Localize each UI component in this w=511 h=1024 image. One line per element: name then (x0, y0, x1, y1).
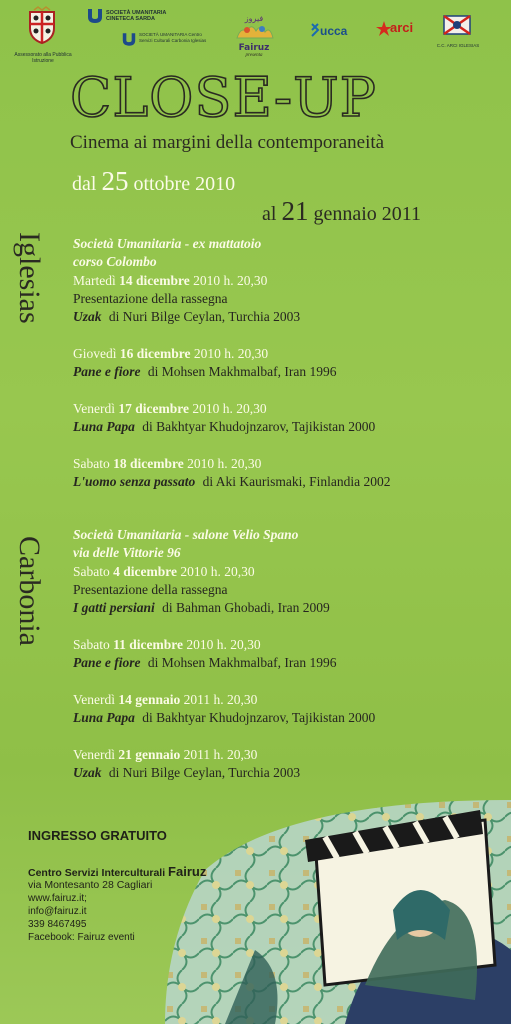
free-entry-label: INGRESSO GRATUITO (28, 828, 167, 843)
film-credit: di Nuri Bilge Ceylan, Turchia 2003 (105, 309, 301, 324)
venue-address: via delle Vittorie 96 (73, 545, 181, 560)
page-title: CLOSE-UP (70, 66, 377, 129)
ucca-text: ucca (320, 24, 348, 38)
event-film (73, 709, 375, 727)
film-title: Pane e fiore (73, 655, 141, 670)
film-credit: di Mohsen Makhmalbaf, Iran 1996 (144, 655, 337, 670)
venue-name: Società Umanitaria - ex mattatoio (73, 236, 262, 251)
website-link[interactable]: www.fairuz.it; (28, 893, 87, 904)
venue-name: Società Umanitaria - salone Velio Spano (73, 527, 299, 542)
event-item (73, 691, 375, 727)
event-date (73, 692, 257, 707)
film-credit: di Aki Kaurismaki, Finlandia 2002 (199, 474, 391, 489)
arci-logo (376, 18, 416, 45)
regione-crest-icon (22, 6, 62, 46)
venue-address: corso Colombo (73, 254, 157, 269)
event-item (73, 563, 330, 617)
event-date (73, 637, 261, 652)
organizer-line (28, 864, 206, 879)
city-label-carbonia: Carbonia (13, 536, 46, 646)
film-title: Uzak (73, 309, 102, 324)
date-to (262, 196, 421, 227)
event-film (73, 599, 330, 617)
event-date (73, 346, 268, 361)
organizer-prefix: Centro Servizi Interculturali (28, 867, 169, 879)
event-date (73, 747, 257, 762)
event-weekday: Giovedì (73, 346, 120, 361)
event-weekday: Sabato (73, 456, 114, 471)
event-time: 2010 h. 20,30 (183, 456, 262, 471)
film-credit: di Bakhtyar Khudojnzarov, Tajikistan 2000 (138, 710, 376, 725)
carbonia-venue (73, 526, 298, 562)
event-presentation: Presentazione della rassegna (73, 291, 228, 306)
film-title: I gatti persiani (73, 600, 155, 615)
film-title: Pane e fiore (73, 364, 141, 379)
event-weekday: Venerdì (73, 747, 119, 762)
event-item (73, 272, 300, 326)
film-title: Luna Papa (73, 419, 135, 434)
date-from-suffix: ottobre 2010 (128, 173, 236, 195)
event-item (73, 746, 300, 782)
date-from (72, 166, 235, 197)
event-item (73, 455, 391, 491)
email-link[interactable]: info@fairuz.it (28, 906, 87, 917)
phone-number: 339 8467495 (28, 919, 87, 930)
event-item (73, 345, 336, 381)
event-day: 14 gennaio (118, 692, 181, 707)
arci-text: arci (390, 20, 414, 35)
event-film (73, 363, 336, 381)
event-weekday: Venerdì (73, 692, 119, 707)
svg-text:فيروز: فيروز (244, 14, 264, 23)
event-time: 2010 h. 20,30 (190, 346, 269, 361)
umanitaria-u-icon (86, 8, 104, 24)
fairuz-flower-icon (229, 12, 279, 40)
event-day: 16 dicembre (119, 346, 191, 361)
event-date (73, 401, 267, 416)
arci-iglesias-logo (436, 14, 480, 49)
event-day: 18 dicembre (113, 456, 184, 471)
event-time: 2010 h. 20,30 (177, 564, 255, 579)
date-from-prefix: dal (72, 173, 102, 195)
event-weekday: Sabato (73, 564, 114, 579)
event-film (73, 473, 391, 491)
event-item (73, 636, 336, 672)
event-date (73, 564, 255, 579)
event-weekday: Sabato (73, 637, 114, 652)
event-day: 21 gennaio (118, 747, 181, 762)
fairuz-logo (228, 12, 280, 58)
fairuz-presenta-text: presenta (245, 53, 263, 58)
event-film (73, 764, 300, 782)
city-label-iglesias: Iglesias (13, 232, 46, 324)
event-film (73, 418, 375, 436)
event-weekday: Martedì (73, 273, 120, 288)
event-day: 11 dicembre (113, 637, 183, 652)
regione-caption: Assessorato alla Pubblica Istruzione (14, 52, 72, 64)
film-credit: di Mohsen Makhmalbaf, Iran 1996 (144, 364, 337, 379)
event-day: 14 dicembre (119, 273, 190, 288)
event-day: 17 dicembre (118, 401, 189, 416)
subtitle: Cinema ai margini della contemporaneità (70, 132, 385, 153)
fairuz-logo-text: Fairuz (238, 43, 270, 53)
event-time: 2010 h. 20,30 (183, 637, 261, 652)
event-date (73, 456, 261, 471)
facebook-line: Facebook: Fairuz eventi (28, 932, 135, 943)
date-to-suffix: gennaio 2011 (308, 203, 422, 225)
event-weekday: Venerdì (73, 401, 119, 416)
event-time: 2011 h. 20,30 (180, 747, 258, 762)
date-from-day: 25 (101, 166, 129, 196)
ucca-logo (308, 20, 348, 47)
film-title: Luna Papa (73, 710, 135, 725)
event-day: 4 dicembre (113, 564, 177, 579)
film-credit: di Nuri Bilge Ceylan, Turchia 2003 (105, 765, 301, 780)
film-credit: di Bahman Ghobadi, Iran 2009 (158, 600, 330, 615)
regione-sardegna-logo (22, 6, 62, 51)
umanitaria-cineteca-text: SOCIETÀ UMANITARIA CINETECA SARDA (106, 10, 167, 22)
arci-iglesias-icon (442, 14, 472, 40)
film-credit: di Bakhtyar Khudojnzarov, Tajikistan 2000 (138, 419, 376, 434)
umanitaria-carbonia-text: SOCIETÀ UMANITARIA Centro Servizi Culturali Carbonia Iglesias (139, 32, 207, 43)
address-line: via Montesanto 28 Cagliari (28, 879, 153, 891)
iglesias-venue (73, 235, 261, 271)
event-film (73, 654, 336, 672)
event-presentation: Presentazione della rassegna (73, 582, 228, 597)
organizer-name: Fairuz (168, 864, 207, 879)
event-time: 2010 h. 20,30 (189, 273, 268, 288)
film-title: L'uomo senza passato (73, 474, 196, 489)
event-date (73, 273, 267, 288)
clapperboard-illustration (165, 800, 511, 1024)
event-time: 2011 h. 20,30 (180, 692, 258, 707)
film-title: Uzak (73, 765, 102, 780)
event-item (73, 400, 375, 436)
umanitaria-u-icon (121, 32, 137, 47)
date-to-day: 21 (281, 196, 309, 226)
arci-iglesias-text: C.C. ARCI IGLESIAS (436, 43, 480, 48)
event-film (73, 308, 300, 326)
date-to-prefix: al (262, 203, 282, 225)
event-time: 2010 h. 20,30 (188, 401, 267, 416)
